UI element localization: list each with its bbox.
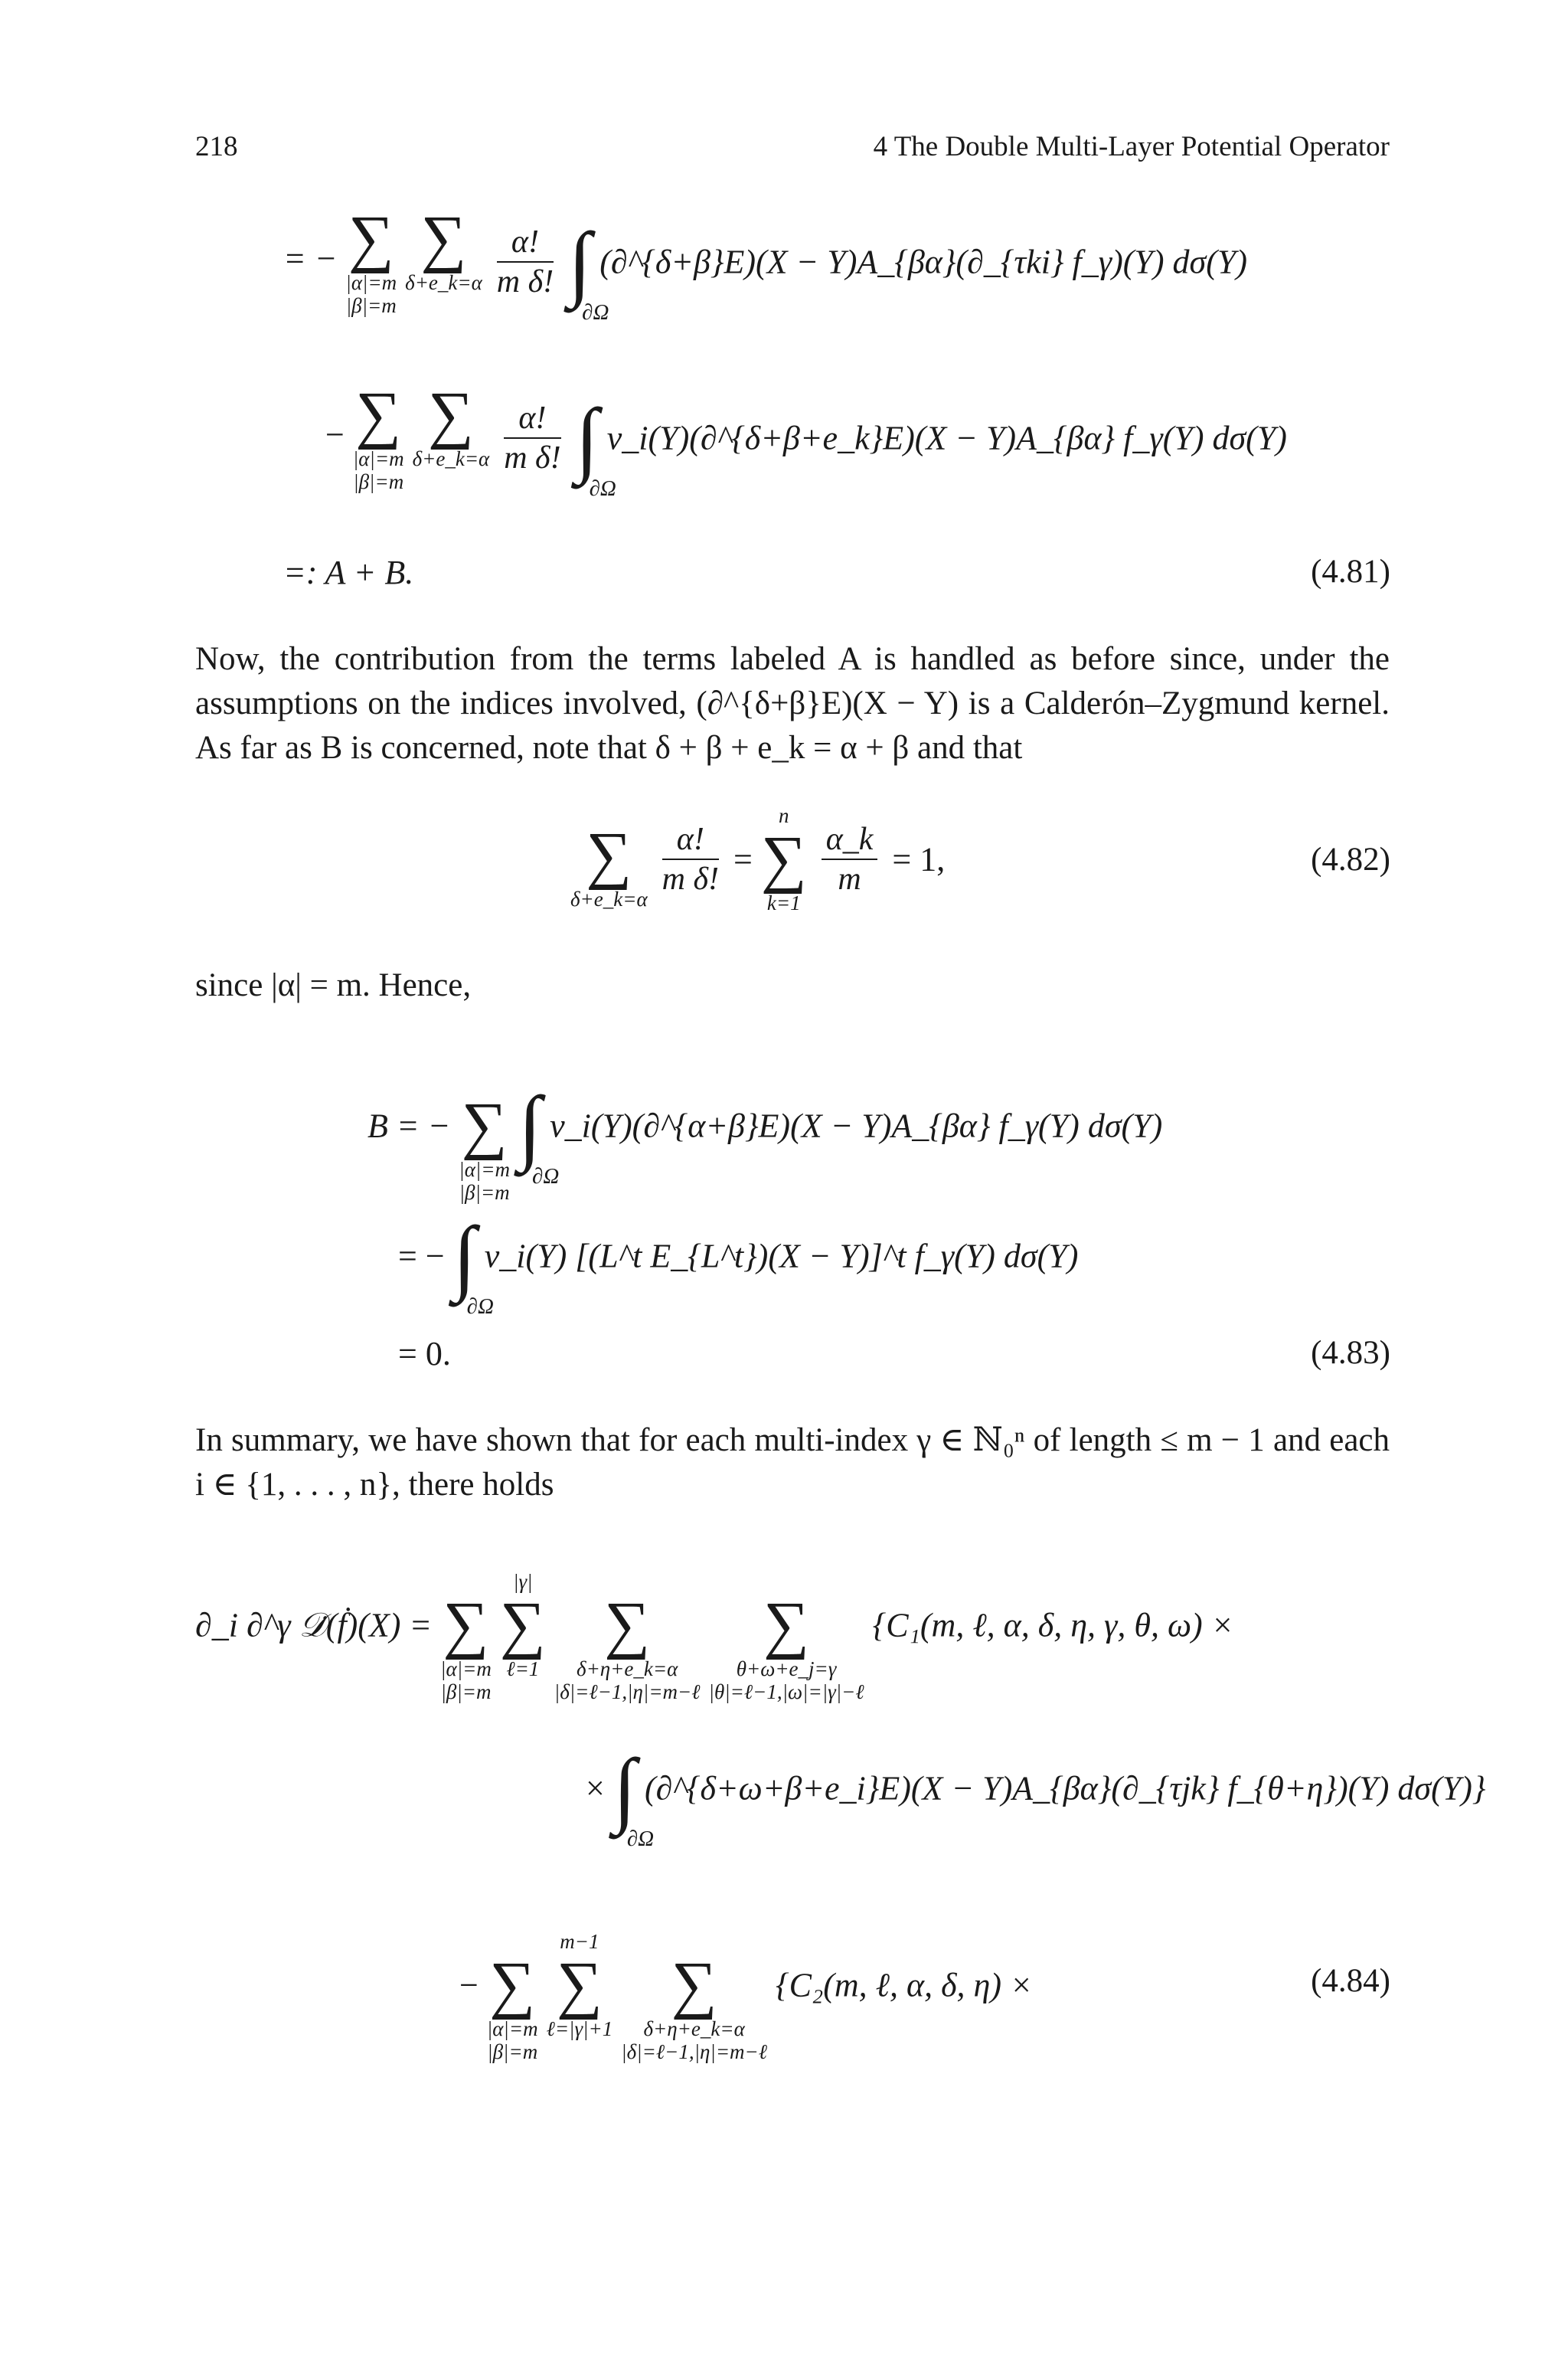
fraction-denominator: m δ! <box>662 862 719 897</box>
sigma-symbol: ∑ <box>420 203 467 274</box>
equation-4-84-line-3 <box>459 1907 1033 2063</box>
sum-upper-limit: |γ| <box>513 1570 533 1593</box>
coefficient-c2: {C₂(m, ℓ, α, δ, η) × <box>776 1966 1033 2004</box>
fraction-denominator: m δ! <box>496 264 554 299</box>
integral <box>612 1742 655 1851</box>
sum-lower-limit: ℓ=|γ|+1 <box>546 2017 613 2040</box>
sum-limit: |α|=m <box>459 1158 511 1181</box>
summation-alpha-beta <box>486 1949 538 2063</box>
sum-lower-limit: k=1 <box>766 891 801 914</box>
sum-limit: δ+e_k=α <box>570 888 648 911</box>
summation-delta <box>412 379 490 470</box>
equation-4-83-line-3: = 0. <box>398 1335 451 1372</box>
sum-lower-limit: ℓ=1 <box>506 1657 540 1680</box>
eq-lhs: ∂_i ∂^γ 𝒟̇(ḟ)(X) = <box>195 1606 433 1644</box>
equation-4-81-line-3: =: A + B. <box>283 554 414 591</box>
sum-limit: |δ|=ℓ−1,|η|=m−ℓ <box>554 1680 701 1703</box>
running-title: 4 The Double Multi-Layer Potential Operator <box>873 131 1390 162</box>
summation-alpha-beta <box>459 1090 511 1204</box>
sum-limit: |α|=m <box>486 2017 538 2040</box>
summation-theta-omega <box>708 1589 864 1703</box>
paragraph-text: Now, the contribution from the terms labeled A is handled as before since, under the assumptions on the indices involved, (∂^{δ+β}E)(X − Y) is a Calderón–Zygmund kernel. As far as B is concerned, note that δ + β + e_k = α + β and that <box>195 641 1390 766</box>
integral-sign: ∫ <box>568 215 592 309</box>
sigma-symbol: ∑ <box>760 823 807 895</box>
sigma-symbol: ∑ <box>499 1589 546 1660</box>
equation-4-83-line-2 <box>398 1209 1079 1319</box>
integral <box>518 1079 560 1189</box>
fraction-numerator: α! <box>662 820 719 860</box>
equation-number-4-84: (4.84) <box>1311 1963 1390 1999</box>
sigma-symbol: ∑ <box>355 379 402 450</box>
integral <box>568 215 609 325</box>
eq-lead: = − <box>283 240 338 278</box>
equation-number-4-82: (4.82) <box>1311 842 1390 878</box>
equation-4-82 <box>570 804 945 914</box>
paragraph-2 <box>195 963 1390 1008</box>
summation-ell <box>547 1930 613 2040</box>
fraction-numerator: α_k <box>822 820 878 860</box>
integral-domain: ∂Ω <box>589 476 616 501</box>
summation-delta <box>570 819 648 911</box>
sum-limit: |α|=m <box>352 447 404 470</box>
equals-sign: = <box>733 840 753 878</box>
summation-delta-eta <box>621 1949 768 2063</box>
sigma-symbol: ∑ <box>443 1589 489 1660</box>
sum-limit: |α|=m <box>345 271 397 294</box>
eq-lead: − <box>459 1966 479 2004</box>
fraction-denominator: m <box>838 862 861 897</box>
sigma-symbol: ∑ <box>586 819 632 891</box>
summation-delta <box>405 203 482 294</box>
sum-limit: |β|=m <box>440 1680 492 1703</box>
sum-limit: δ+η+e_k=α <box>643 2017 745 2040</box>
sigma-symbol: ∑ <box>604 1589 651 1660</box>
integral-sign: ∫ <box>452 1209 476 1303</box>
page-number: 218 <box>195 131 238 162</box>
fraction <box>822 820 878 898</box>
integrand: ν_i(Y)(∂^{δ+β+e_k}E)(X − Y)A_{βα} f_γ(Y) dσ(Y) <box>606 419 1287 457</box>
sum-limit: |α|=m <box>440 1657 492 1680</box>
sigma-symbol: ∑ <box>671 1949 717 2020</box>
sigma-symbol: ∑ <box>489 1949 536 2020</box>
integral <box>452 1209 494 1319</box>
fraction-denominator: m δ! <box>504 440 561 476</box>
equation-4-83-line-1 <box>368 1048 1162 1204</box>
eq-lead: × <box>586 1769 605 1807</box>
eq-tail: = 1, <box>892 840 946 878</box>
integrand: (∂^{δ+ω+β+e_i}E)(X − Y)A_{βα}(∂_{τjk} f_{θ+η})(Y) dσ(Y)} <box>644 1769 1486 1807</box>
fraction <box>504 399 560 477</box>
paragraph-text: In summary, we have shown that for each multi-index γ ∈ ℕ₀ⁿ of length ≤ m − 1 and each i ∈ {1, . . . , n}, there holds <box>195 1422 1390 1503</box>
integral-sign: ∫ <box>518 1079 542 1173</box>
equation-4-81-line-1 <box>283 203 1247 325</box>
integral-domain: ∂Ω <box>582 300 609 325</box>
paragraph-3 <box>195 1418 1390 1507</box>
sum-limit: δ+e_k=α <box>405 271 482 294</box>
coefficient-c1: {C₁(m, ℓ, α, δ, η, γ, θ, ω) × <box>872 1606 1234 1644</box>
fraction-numerator: α! <box>504 399 560 439</box>
summation-alpha-beta <box>345 203 397 317</box>
sum-limit: |β|=m <box>353 470 404 493</box>
summation-alpha-beta <box>352 379 404 493</box>
sum-limit: |β|=m <box>459 1181 510 1204</box>
eq-lead: = − <box>398 1237 445 1275</box>
sum-limit: |θ|=ℓ−1,|ω|=|γ|−ℓ <box>708 1680 864 1703</box>
summation-delta-eta <box>554 1589 701 1703</box>
integrand: (∂^{δ+β}E)(X − Y)A_{βα}(∂_{τki} f_γ)(Y) dσ(Y) <box>599 243 1247 281</box>
sum-limit: θ+ω+e_j=γ <box>736 1657 837 1680</box>
sigma-symbol: ∑ <box>348 203 394 274</box>
sum-limit: |β|=m <box>487 2040 538 2063</box>
integrand: ν_i(Y) [(L^t E_{L^t})(X − Y)]^t f_γ(Y) dσ(Y) <box>484 1237 1079 1275</box>
integral-domain: ∂Ω <box>532 1164 560 1189</box>
fraction <box>497 223 554 301</box>
summation-alpha-beta <box>440 1589 492 1703</box>
sum-upper-limit: n <box>779 804 789 827</box>
integral-domain: ∂Ω <box>626 1827 655 1851</box>
fraction-numerator: α! <box>497 223 554 263</box>
summation-ell <box>500 1570 546 1680</box>
integral-domain: ∂Ω <box>466 1294 494 1319</box>
sigma-symbol: ∑ <box>427 379 474 450</box>
summation-k <box>761 804 807 914</box>
equation-4-84-line-1 <box>195 1547 1233 1703</box>
integral-sign: ∫ <box>575 391 599 485</box>
sigma-symbol: ∑ <box>556 1949 603 2020</box>
paragraph-1 <box>195 637 1390 770</box>
integrand: ν_i(Y)(∂^{α+β}E)(X − Y)A_{βα} f_γ(Y) dσ(Y) <box>550 1107 1163 1145</box>
equation-number-4-81: (4.81) <box>1311 554 1390 590</box>
sum-upper-limit: m−1 <box>560 1930 599 1953</box>
sum-limit: |β|=m <box>345 294 397 317</box>
sigma-symbol: ∑ <box>461 1090 508 1161</box>
paragraph-text: since |α| = m. Hence, <box>195 967 472 1003</box>
sigma-symbol: ∑ <box>763 1589 810 1660</box>
integral <box>575 391 616 501</box>
integral-sign: ∫ <box>612 1742 636 1835</box>
equation-number-4-83: (4.83) <box>1311 1335 1390 1371</box>
eq-lead: − <box>325 416 345 454</box>
sum-limit: δ+e_k=α <box>412 447 490 470</box>
equation-4-81-line-2 <box>325 379 1287 501</box>
sum-limit: δ+η+e_k=α <box>577 1657 678 1680</box>
fraction <box>662 820 719 898</box>
eq-lead: B = − <box>368 1107 451 1145</box>
sum-limit: |δ|=ℓ−1,|η|=m−ℓ <box>621 2040 768 2063</box>
equation-4-84-line-2 <box>586 1742 1486 1851</box>
